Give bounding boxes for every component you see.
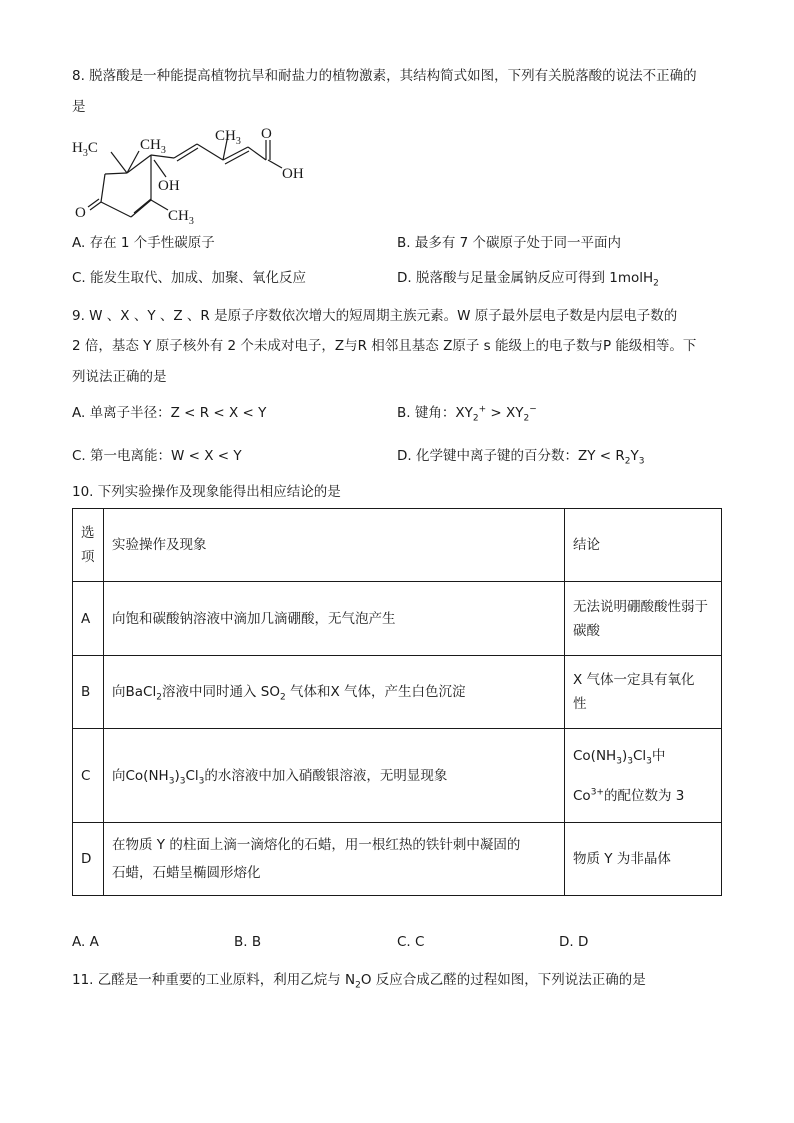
q8-option-d: D. 脱落酸与足量金属钠反应可得到 1molH$_2$ <box>397 270 659 289</box>
table-row <box>73 656 722 729</box>
q9-option-c: C. 第一电离能：W < X < Y <box>72 448 242 464</box>
q9-option-a: A. 单离子半径：Z < R < X < Y <box>72 405 267 421</box>
q9-stem-line2: 2 倍，基态 Y 原子核外有 2 个未成对电子，Z与R 相邻且基态 Z原子 s 能级上的电子数与P 能级相等。下 <box>72 338 697 354</box>
q9-stem-line1: 9. W 、X 、Y 、Z 、R 是原子序数依次增大的短周期主族元素。W 原子最外层电子数是内层电子数的 <box>72 308 678 324</box>
table-header-row <box>73 509 722 582</box>
q9-option-b: B. 键角：$XY_2^+ > XY_2^-$ <box>397 404 537 424</box>
hydroxyl-label: OH <box>158 178 180 194</box>
row-a-conclusion: 无法说明硼酸酸性弱于 碳酸 <box>565 582 722 656</box>
row-c-operation: 向$Co(NH_3)_3Cl_3$的水溶液中加入硝酸银溶液，无明显现象 <box>104 729 565 823</box>
q10-answer-d: D. D <box>559 934 589 950</box>
q10-answer-b: B. B <box>234 934 262 950</box>
abscisic-acid-structure <box>70 122 320 230</box>
row-b-operation: 向BaCl$_2$溶液中同时通入 $SO_2$ 气体和X 气体，产生白色沉淀 <box>104 656 565 729</box>
carboxyl-oh-label: OH <box>282 166 304 182</box>
row-b-option: B <box>73 656 104 729</box>
row-d-conclusion: 物质 Y 为非晶体 <box>565 823 722 896</box>
table-row <box>73 582 722 656</box>
q8-stem-line1: 8. 脱落酸是一种能提高植物抗旱和耐盐力的植物激素，其结构简式如图，下列有关脱落酸的说法不正确的 <box>72 68 697 84</box>
q10-answer-c: C. C <box>397 934 425 950</box>
row-d-operation: 在物质 Y 的柱面上滴一滴熔化的石蜡，用一根红热的铁针刺中凝固的 石蜡，石蜡呈椭圆形熔化 <box>104 823 565 896</box>
q9-stem-line3: 列说法正确的是 <box>72 369 167 385</box>
row-d-option: D <box>73 823 104 896</box>
row-c-option: C <box>73 729 104 823</box>
carbonyl-o-label: O <box>261 126 272 142</box>
header-option-cell: 选 项 <box>73 509 104 582</box>
methyl-label: $CH_3$ <box>168 208 194 227</box>
row-b-conclusion: X 气体一定具有氧化 性 <box>565 656 722 729</box>
header-conclusion-cell: 结论 <box>565 509 722 582</box>
q8-option-b: B. 最多有 7 个碳原子处于同一平面内 <box>397 235 622 251</box>
q11-stem: 11. 乙醛是一种重要的工业原料，利用乙烷与 $N_2O$ 反应合成乙醛的过程如图，下列说法正确的是 <box>72 972 646 991</box>
q9-option-d: D. 化学键中离子键的百分数：ZY < $R_2Y_3$ <box>397 448 645 467</box>
q10-table <box>72 508 722 896</box>
row-a-option: A <box>73 582 104 656</box>
methyl-label: $CH_3$ <box>140 137 166 156</box>
q8-option-c: C. 能发生取代、加成、加聚、氧化反应 <box>72 270 307 286</box>
methyl-label: $CH_3$ <box>215 128 241 147</box>
q8-option-a: A. 存在 1 个手性碳原子 <box>72 235 215 251</box>
q8-stem-line2: 是 <box>72 99 86 115</box>
row-a-operation: 向饱和碳酸钠溶液中滴加几滴硼酸，无气泡产生 <box>104 582 565 656</box>
row-c-conclusion: $Co(NH_3)_3Cl_3$中 $Co^{3+}$的配位数为 3 <box>565 729 722 823</box>
table-row <box>73 823 722 896</box>
q10-stem: 10. 下列实验操作及现象能得出相应结论的是 <box>72 484 341 500</box>
ketone-o-label: O <box>75 205 86 221</box>
header-operation-cell: 实验操作及现象 <box>104 509 565 582</box>
q10-answer-a: A. A <box>72 934 99 950</box>
h3c-label: $H_3C$ <box>72 140 98 159</box>
table-row <box>73 729 722 823</box>
